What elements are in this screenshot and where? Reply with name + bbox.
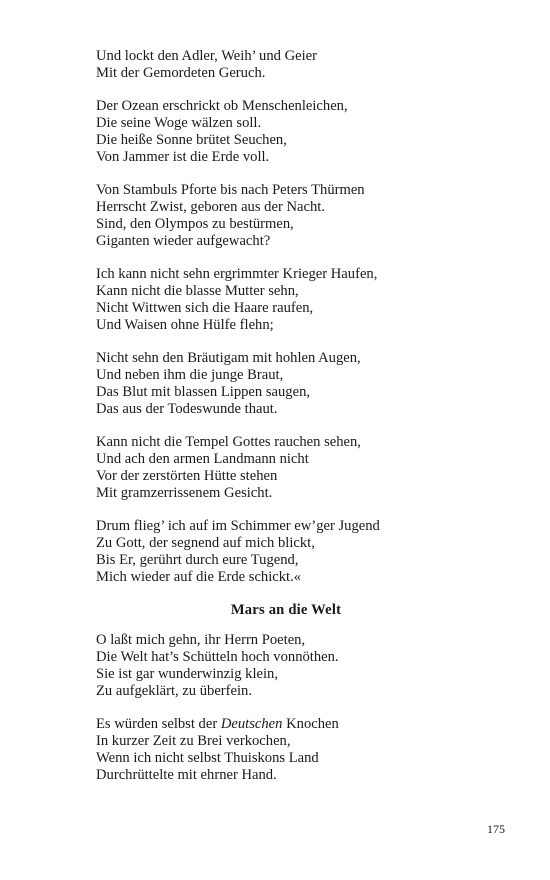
verse-text: Knochen (282, 716, 339, 732)
verse-line: Bis Er, gerührt durch eure Tugend, (96, 552, 299, 568)
verse-line: Durchrüttelte mit ehrner Hand. (96, 767, 277, 783)
italic-word: Deutschen (220, 716, 283, 732)
verse-line: Giganten wieder aufgewacht? (96, 233, 271, 249)
page-number: 175 (487, 822, 505, 836)
verse-line: Und Waisen ohne Hülfe flehn; (96, 317, 274, 333)
verse-line: Ich kann nicht sehn ergrimmter Krieger Haufen, (96, 266, 378, 282)
verse-line: Vor der zerstörten Hütte stehen (96, 468, 278, 484)
verse-line: In kurzer Zeit zu Brei verkochen, (96, 733, 291, 749)
stanza (96, 434, 476, 502)
stanza (96, 350, 476, 418)
verse-line: Wenn ich nicht selbst Thuiskons Land (96, 750, 319, 766)
stanza (96, 266, 476, 334)
verse-line (96, 716, 476, 733)
verse-line: Zu aufgeklärt, zu überfein. (96, 683, 252, 699)
stanza (96, 98, 476, 166)
verse-line: Nicht sehn den Bräutigam mit hohlen Augen, (96, 350, 361, 366)
verse-line: Der Ozean erschrickt ob Menschenleichen, (96, 98, 348, 114)
verse-line: Und ach den armen Landmann nicht (96, 451, 309, 467)
stanza (96, 716, 476, 784)
verse-line: Nicht Wittwen sich die Haare raufen, (96, 300, 314, 316)
verse-text: Es würden selbst der (96, 716, 221, 732)
verse-line: Kann nicht die blasse Mutter sehn, (96, 283, 299, 299)
stanza (96, 48, 476, 82)
verse-line: Die seine Woge wälzen soll. (96, 115, 262, 131)
verse-line: Von Jammer ist die Erde voll. (96, 149, 270, 165)
verse-line: Sind, den Olympos zu bestürmen, (96, 216, 294, 232)
verse-line: Und lockt den Adler, Weih’ und Geier (96, 48, 318, 64)
verse-line: O laßt mich gehn, ihr Herrn Poeten, (96, 632, 306, 648)
text-block (96, 48, 476, 784)
poem-title: Mars an die Welt (230, 602, 342, 618)
verse-line: Das aus der Todeswunde thaut. (96, 401, 278, 417)
verse-line: Kann nicht die Tempel Gottes rauchen sehen, (96, 434, 361, 450)
stanza (96, 518, 476, 586)
verse-line: Drum flieg’ ich auf im Schimmer ew’ger Jugend (96, 518, 380, 534)
verse-line: Die heiße Sonne brütet Seuchen, (96, 132, 287, 148)
stanza (96, 632, 476, 700)
verse-line: Die Welt hat’s Schütteln hoch vonnöthen. (96, 649, 339, 665)
verse-line: Das Blut mit blassen Lippen saugen, (96, 384, 311, 400)
verse-line: Mit der Gemordeten Geruch. (96, 65, 266, 81)
verse-line: Herrscht Zwist, geboren aus der Nacht. (96, 199, 325, 215)
verse-line: Mich wieder auf die Erde schickt.« (96, 569, 302, 585)
verse-line: Und neben ihm die junge Braut, (96, 367, 284, 383)
verse-line: Mit gramzerrissenem Gesicht. (96, 485, 273, 501)
verse-line: Von Stambuls Pforte bis nach Peters Thürmen (96, 182, 365, 198)
verse-line: Zu Gott, der segnend auf mich blickt, (96, 535, 315, 551)
verse-line: Sie ist gar wunderwinzig klein, (96, 666, 278, 682)
stanza (96, 182, 476, 250)
